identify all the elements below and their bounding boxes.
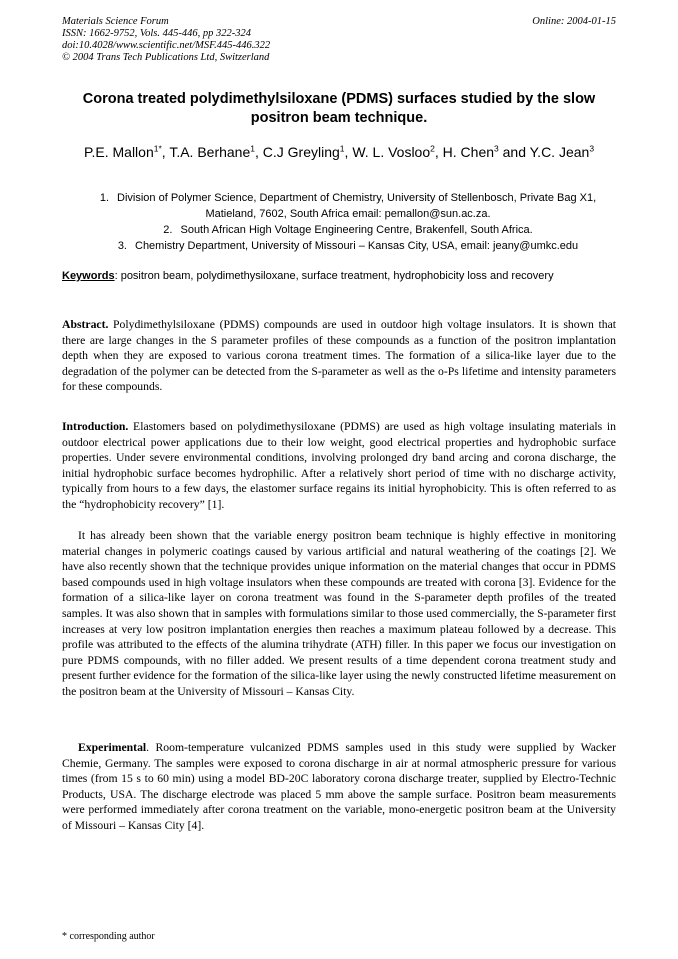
affiliation-item: 1. Division of Polymer Science, Department of Chemistry, University of Stellenbosch, Private Bag X1, Matieland, 7602, South Africa email: pemallon@sun.ac.za. bbox=[99, 192, 597, 220]
author: Y.C. Jean$^3$ bbox=[529, 143, 595, 160]
paper-title: Corona treated polydimethylsiloxane (PDMS) surfaces studied by the slow positron beam technique. bbox=[82, 91, 596, 126]
keywords-section: Keywords: positron beam, polydimethysiloxane, surface treatment, hydrophobicity loss and recovery bbox=[62, 270, 554, 282]
introduction-section bbox=[62, 419, 616, 513]
doi-line: doi:10.4028/www.scientific.net/MSF.445-446.322 bbox=[62, 40, 271, 51]
abstract-label: Abstract. bbox=[62, 318, 109, 331]
author: P.E. Mallon$^{1*}$, bbox=[83, 143, 170, 160]
author-list bbox=[62, 139, 616, 162]
introduction-label: Introduction. bbox=[62, 420, 129, 433]
affiliation-item: 3. Chemistry Department, University of Missouri – Kansas City, USA, email: jeany@umkc.edu bbox=[117, 240, 579, 252]
copyright-line: © 2004 Trans Tech Publications Ltd, Switzerland bbox=[62, 52, 270, 63]
online-date: Online: 2004-01-15 bbox=[532, 16, 616, 27]
journal-name: Materials Science Forum bbox=[62, 16, 169, 27]
author: H. Chen$^3$ and bbox=[442, 143, 530, 160]
issn-line: ISSN: 1662-9752, Vols. 445-446, pp 322-324 bbox=[62, 28, 251, 39]
author: T.A. Berhane$^1$, bbox=[169, 143, 263, 160]
journal-header bbox=[62, 16, 622, 64]
introduction-paragraph-2: It has already been shown that the variable energy positron beam technique is highly effective in monitoring material changes in polymeric coatings caused by various artificial and natural weathering of the coatings [2]. We have also recently shown that the technique provides unique information on the material changes that occur in PDMS based compounds used in high voltage insulators when these compounds are treated with corona [3]. Evidence for the formation of a silica-like layer on corona treatment was found in the S-parameter depth profiles of the treated samples. It was also shown that in samples with formulations similar to those used commercially, the S-parameter first increases at very low positron implantation energies then reaches a maximum plateau followed by a decrease. This profile was attributed to the effects of the alumina trihydrate (ATH) filler. In this paper we focus our investigation on pure PDMS compounds, with no filler added. We present results of a time dependent corona treatment study and present further evidence for the formation of the silica-like layer using the newly constructed lifetime measurement on the positron beam at the University of Missouri – Kansas City. bbox=[62, 529, 616, 698]
experimental-label: Experimental bbox=[78, 741, 147, 754]
experimental-section bbox=[62, 740, 616, 834]
abstract-text: Polydimethylsiloxane (PDMS) compounds are used in outdoor high voltage insulators. It is shown that there are large changes in the S parameter profiles of these compounds as a function of the positron implantation depth when they are exposed to various corona treatment times. The formation of a silica-like layer due to the degradation of the polymer can be detected from the S-parameter as well as the o-Ps lifetime and intensity parameters for these compounds. bbox=[62, 318, 616, 394]
abstract-section bbox=[62, 317, 616, 395]
affiliation-item: 2. South African High Voltage Engineering Centre, Brakenfell, South Africa. bbox=[163, 224, 533, 236]
keywords-label: Keywords bbox=[62, 270, 115, 282]
experimental-text: . Room-temperature vulcanized PDMS samples used in this study were supplied by Wacker Chemie, Germany. The samples were exposed to corona discharge in air at normal atmospheric pressure for various times (from 15 s to 60 min) using a model BD-20C laboratory corona discharge treater, supplied by Electro-Technic Products, USA. The discharge electrode was placed 5 mm above the sample surface. Positron beam measurements were performed immediately after corona treatment on the variable, mono-energetic positron beam at the University of Missouri – Kansas City [4]. bbox=[62, 741, 616, 832]
author: W. L. Vosloo$^2$, bbox=[352, 143, 443, 160]
introduction-text: Elastomers based on polydimethysiloxane (PDMS) are used as high voltage insulating materials in outdoor electrical power applications due to their low weight, good electrical properties and hydrophobic surface properties. Under severe environmental conditions, involving prolonged dry band arcing and corona discharge, the initial hydrophobic surface becomes hydrophilic. After a relatively short period of time with no discharge activity, typically from hours to a few days, the elastomer surface regains its initial hyrophobicity. This is often referred to as the “hydrophobicity recovery” [1]. bbox=[62, 420, 616, 511]
affiliation-list bbox=[80, 190, 616, 254]
author: C.J Greyling$^1$, bbox=[262, 143, 353, 160]
keywords-text: positron beam, polydimethysiloxane, surface treatment, hydrophobicity loss and recovery bbox=[117, 270, 554, 282]
corresponding-author-footnote: * corresponding author bbox=[62, 931, 155, 942]
